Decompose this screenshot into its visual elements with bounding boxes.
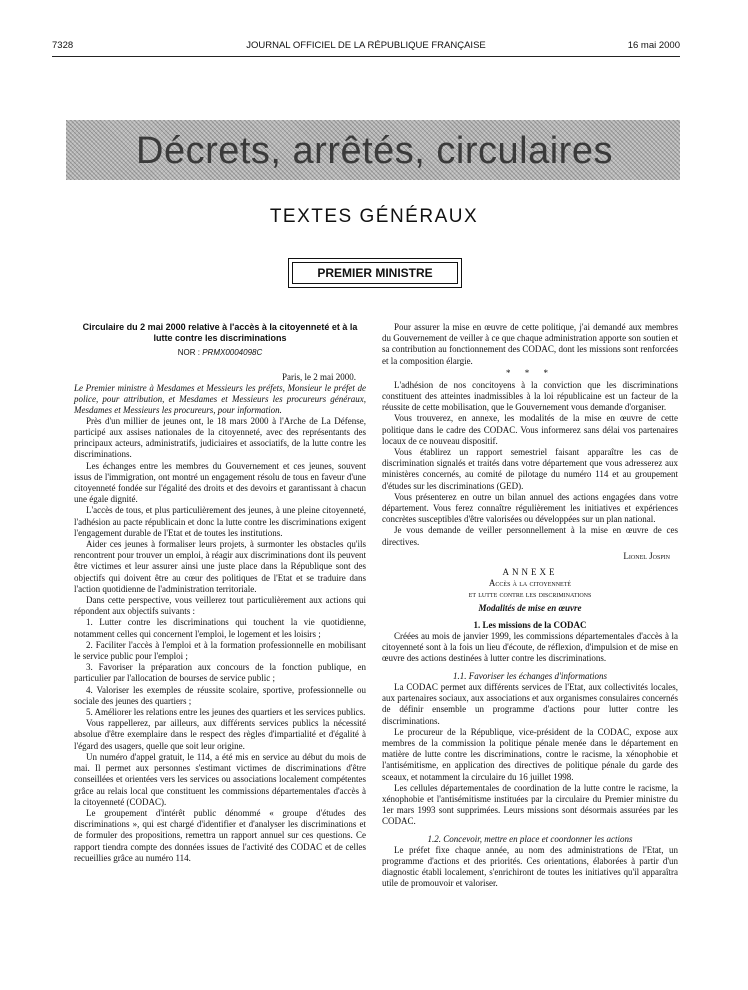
ministry-label: PREMIER MINISTRE: [292, 262, 458, 284]
paragraph: 1. Lutter contre les discriminations qui touchent la vie quotidienne, notamment celles qui concernent l'emploi, le logement et les loisirs ;: [74, 617, 366, 639]
paragraph: Pour assurer la mise en œuvre de cette politique, j'ai demandé aux membres du Gouvernement de veiller à ce que chaque administration apporte son soutien et sa contribution au fonctionnement des CODAC, dont les missions sont renforcées et la composition élargie.: [382, 322, 678, 366]
section-1-2-body: [382, 845, 678, 890]
paragraph: Les cellules départementales de coordination de la lutte contre le racisme, la xénophobie et l'antisémitisme instituées par la circulaire du Premier ministre du 1er mars 1993 sont supprimées. Leurs missions sont désormais assurées par les CODAC.: [382, 782, 678, 827]
annex-modalites: Modalités de mise en œuvre: [478, 602, 582, 613]
paragraph: Vous présenterez en outre un bilan annuel des actions engagées dans votre département. Vous ferez connaître régulièrement les initiatives et expériences concrètes susceptibles d'être valorisées ou développées sur un plan national.: [382, 491, 678, 525]
section-banner: [66, 120, 680, 180]
paragraph: 3. Favoriser la préparation aux concours de la fonction publique, en particulier par l'allocation de bourses de service public ;: [74, 662, 366, 684]
section-1-2-heading: 1.2. Concevoir, mettre en place et coordonner les actions: [427, 833, 633, 844]
paragraph: Aider ces jeunes à formaliser leurs projets, à surmonter les obstacles qu'ils rencontrent pour trouver un emploi, à réagir aux discriminations dont ils peuvent être victimes et leur assurer ainsi une juste place dans la République sont des objectifs qui doivent être au cœur des politiques de l'Etat et se traduire dans l'action quotidienne de l'administration territoriale.: [74, 539, 366, 594]
page-number: 7328: [52, 40, 74, 51]
paragraph: 4. Valoriser les exemples de réussite scolaire, sportive, professionnelle ou sociale des jeunes des quartiers ;: [74, 684, 366, 706]
separator-asterisks: * * *: [506, 367, 554, 378]
paragraph: 2. Faciliter l'accès à l'emploi et à la formation professionnelle en mobilisant le service public pour l'emploi ;: [74, 639, 366, 662]
banner-title: Décrets, arrêtés, circulaires: [136, 130, 613, 172]
nor-label: NOR :: [177, 348, 203, 357]
addressees: Le Premier ministre à Mesdames et Messieurs les préfets, Monsieur le préfet de police, pour attribution, et Mesdames et Messieurs les procureurs généraux, Mesdames et Messieurs les procureurs, pour information.: [74, 383, 366, 415]
paragraph: La CODAC permet aux différents services de l'Etat, aux collectivités locales, aux partenaires sociaux, aux associations et aux organismes consulaires concernés de définir ensemble un programme d'actions pour lutter contre les discriminations.: [382, 681, 678, 726]
journal-title: JOURNAL OFFICIEL DE LA RÉPUBLIQUE FRANÇAISE: [246, 40, 486, 51]
annex-subtitle-2: et lutte contre les discriminations: [468, 589, 592, 600]
paragraph: Créées au mois de janvier 1999, les commissions départementales d'accès à la citoyenneté sont à la fois un lieu d'écoute, de réflexion, d'impulsion et de mise en œuvre des actions destinées à lutter contre les discriminations.: [382, 631, 678, 664]
left-column-body: [74, 416, 366, 864]
section-1-heading: [382, 620, 678, 631]
issue-date: 16 mai 2000: [627, 40, 680, 51]
left-column: [74, 322, 366, 864]
paragraph: Vous établirez un rapport semestriel faisant apparaître les cas de discrimination signalés et traités dans votre département que vous adresserez aux ministères concernés, au comité de pilotage du numéro 114 et au groupement d'études sur les discriminations (GED).: [382, 447, 678, 491]
ministry-box: [288, 258, 462, 288]
paragraph: Les échanges entre les membres du Gouvernement et ces jeunes, souvent issus de l'immigration, ont montré un engagement résolu de tous en faveur d'une citoyenneté fondée sur l'égalité des droits et des devoirs et garantissant à chacun une égale dignité.: [74, 460, 366, 505]
section-title: TEXTES GÉNÉRAUX: [269, 206, 479, 227]
paragraph: Vous trouverez, en annexe, les modalités de la mise en œuvre de cette politique dans le cadre des CODAC. Vous informerez sans délai vos partenaires locaux de ce nouveau dispositif.: [382, 413, 678, 446]
right-column: [382, 322, 678, 890]
signature: Lionel Jospin: [623, 550, 670, 561]
right-column-body: [382, 380, 678, 548]
section-1-body: [382, 631, 678, 665]
paragraph: L'adhésion de nos concitoyens à la conviction que les discriminations constituent des atteintes inadmissibles à la loi républicaine est un facteur de la réussite de cette mobilisation, que le Gouvernement vous demande d'organiser.: [382, 379, 678, 413]
page-header: [52, 40, 680, 57]
circular-title: Circulaire du 2 mai 2000 relative à l'accès à la citoyenneté et à la lutte contre les discriminations: [82, 322, 358, 343]
nor-reference: [74, 347, 366, 358]
paragraph: 5. Améliorer les relations entre les jeunes des quartiers et les services publics.: [86, 707, 366, 718]
place-date: Paris, le 2 mai 2000.: [282, 372, 356, 383]
paragraph: L'accès de tous, et plus particulièrement des jeunes, à une pleine citoyenneté, l'adhésion au pacte républicain et donc la lutte contre les discriminations exigent l'engagement durable de l'Etat et de toutes les institutions.: [74, 505, 366, 538]
section-1-1-heading: 1.1. Favoriser les échanges d'informations: [453, 670, 607, 681]
right-column-intro: [382, 322, 678, 367]
paragraph: Je vous demande de veiller personnellement à la mise en œuvre de ces directives.: [382, 525, 678, 547]
paragraph: Un numéro d'appel gratuit, le 114, a été mis en service au début du mois de mai. Il permet aux personnes s'estimant victimes de discriminations d'être conseillées et orientées vers les services ou associations localement compétentes grâce au relais local que constituent les commissions départementales d'accès à la citoyenneté (CODAC).: [74, 751, 366, 807]
annex-label: ANNEXE: [502, 567, 558, 578]
paragraph: Près d'un millier de jeunes ont, le 18 mars 2000 à l'Arche de La Défense, participé aux assises nationales de la citoyenneté, avec des représentants des principaux acteurs, administratifs, judiciaires et associatifs, de la lutte contre les discriminations.: [74, 415, 366, 460]
paragraph: Le groupement d'intérêt public dénommé « groupe d'études des discriminations », qui est chargé d'identifier et d'analyser les discriminations et de formuler des propositions, remettra un rapport annuel sur ces questions. Ce rapport tiendra compte des données issues de l'activité des CODAC et de celles recueillies grâce au numéro 114.: [74, 807, 366, 863]
paragraph: Dans cette perspective, vous veillerez tout particulièrement aux actions qui répondent aux objectifs suivants :: [74, 595, 366, 617]
nor-code: PRMX0004098C: [202, 348, 263, 357]
section-1-1-body: [382, 682, 678, 828]
paragraph: Le préfet fixe chaque année, au nom des administrations de l'Etat, un programme d'actions et des priorités. Ces orientations, élaborées à partir d'un diagnostic établi localement, s'enrichiront de toutes les initiatives qu'il apparaîtra utile de promouvoir et valoriser.: [382, 844, 678, 889]
section-1-title: 1. Les missions de la CODAC: [473, 619, 587, 630]
paragraph: Le procureur de la République, vice-président de la CODAC, expose aux membres de la commission la politique pénale menée dans le département en matière de lutte contre les discriminations, contre le racisme, la xénophobie et l'antisémitisme, en application des directives de politique pénale du garde des sceaux, et notamment la circulaire du 16 juillet 1998.: [382, 726, 678, 782]
paragraph: Vous rappellerez, par ailleurs, aux différents services publics la nécessité absolue d'être exemplaire dans le respect des règles d'impartialité et d'égalité à l'égard des usagers, quelle que soit leur origine.: [74, 718, 366, 751]
annex-subtitle-1: Accès à la citoyenneté: [488, 578, 572, 589]
